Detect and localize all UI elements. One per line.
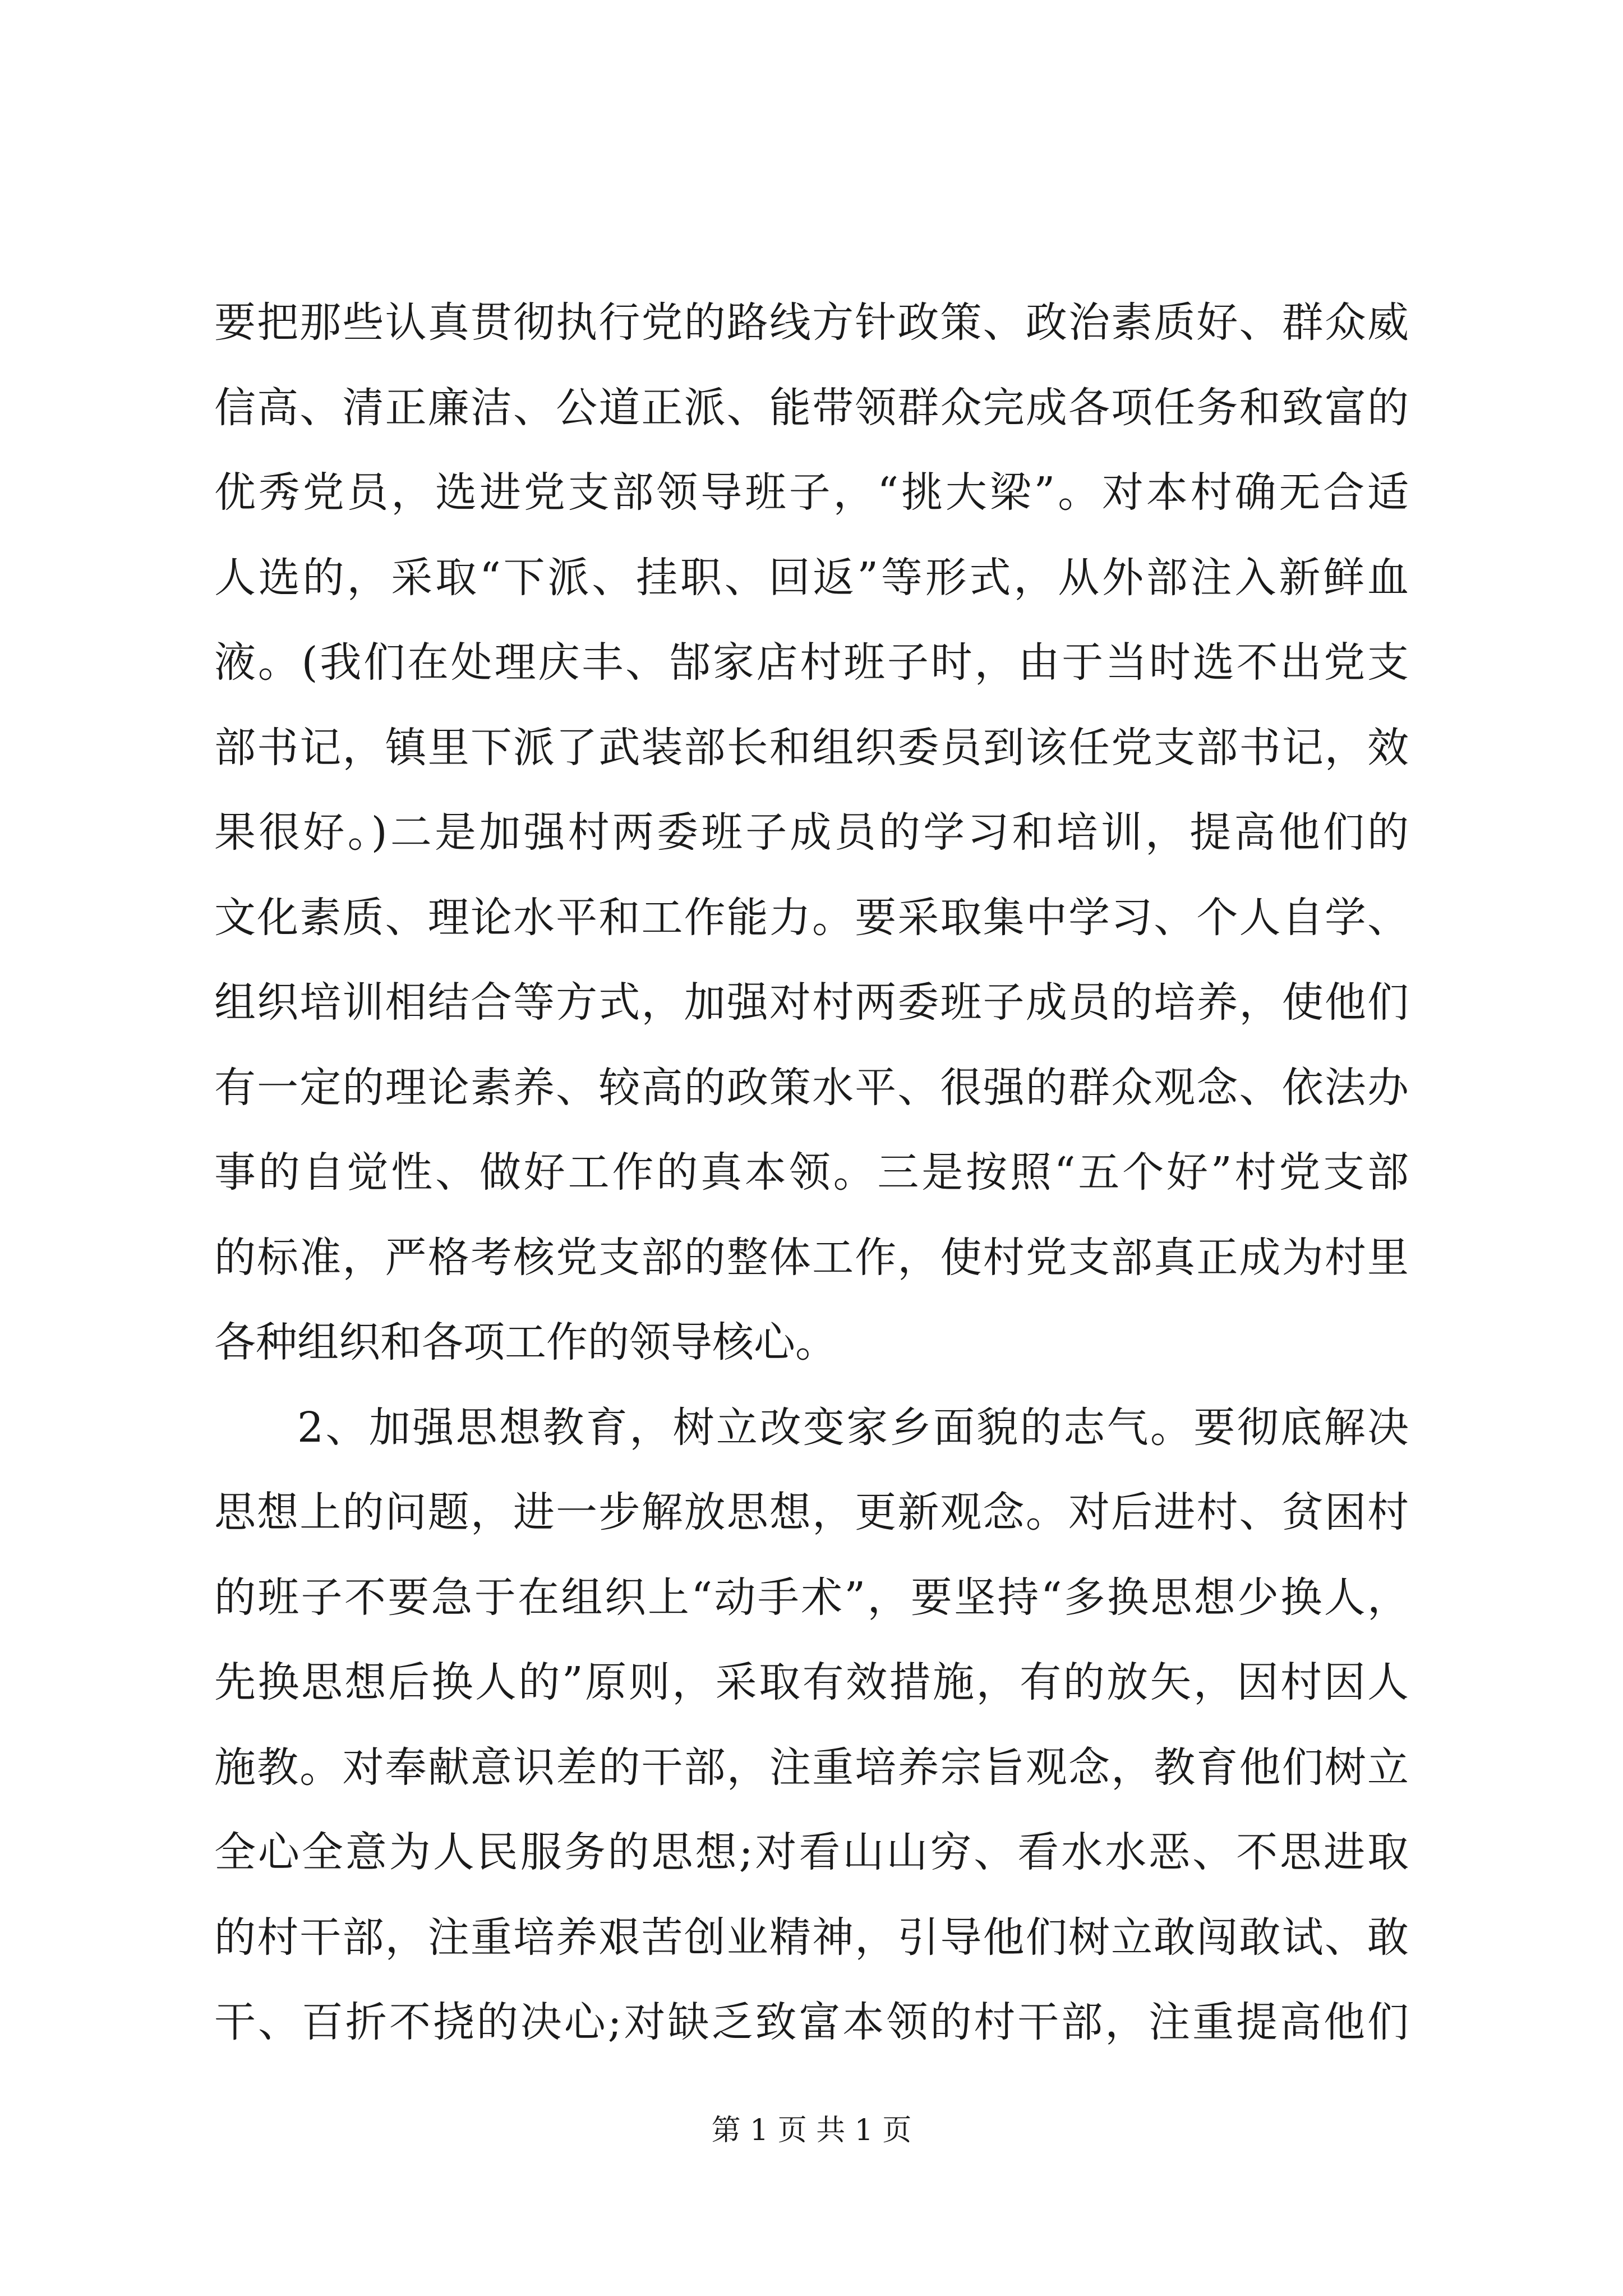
text-line: 液。(我们在处理庆丰、郜家店村班子时，由于当时选不出党支 bbox=[214, 638, 1409, 687]
body-text bbox=[214, 280, 1409, 2065]
text-line: 思想上的问题，进一步解放思想，更新观念。对后进村、贫困村 bbox=[214, 1488, 1409, 1536]
text-line: 信高、清正廉洁、公道正派、能带领群众完成各项任务和致富的 bbox=[214, 383, 1409, 432]
text-line: 文化素质、理论水平和工作能力。要采取集中学习、个人自学、 bbox=[214, 893, 1409, 942]
text-line: 先换思想后换人的”原则，采取有效措施，有的放矢，因村因人 bbox=[214, 1658, 1409, 1706]
text-line: 有一定的理论素养、较高的政策水平、很强的群众观念、依法办 bbox=[214, 1063, 1409, 1112]
text-line: 施教。对奉献意识差的干部，注重培养宗旨观念，教育他们树立 bbox=[214, 1743, 1409, 1792]
text-line: 部书记，镇里下派了武装部长和组织委员到该任党支部书记，效 bbox=[214, 723, 1409, 772]
text-line: 的标准，严格考核党支部的整体工作，使村党支部真正成为村里 bbox=[214, 1233, 1409, 1282]
text-line: 的村干部，注重培养艰苦创业精神，引导他们树立敢闯敢试、敢 bbox=[214, 1913, 1409, 1962]
text-line: 全心全意为人民服务的思想;对看山山穷、看水水恶、不思进取 bbox=[214, 1828, 1409, 1876]
text-line: 人选的，采取“下派、挂职、回返”等形式，从外部注入新鲜血 bbox=[214, 553, 1409, 602]
text-line: 干、百折不挠的决心;对缺乏致富本领的村干部，注重提高他们 bbox=[214, 1998, 1409, 2046]
text-line: 组织培训相结合等方式，加强对村两委班子成员的培养，使他们 bbox=[214, 978, 1409, 1027]
page-number-footer: 第 1 页 共 1 页 bbox=[711, 2114, 912, 2147]
text-line: 要把那些认真贯彻执行党的路线方针政策、政治素质好、群众威 bbox=[214, 298, 1409, 347]
paragraph-first-line: 2、加强思想教育，树立改变家乡面貌的志气。要彻底解决 bbox=[297, 1403, 1409, 1452]
paragraph-last-line: 各种组织和各项工作的领导核心。 bbox=[214, 1318, 837, 1366]
text-line: 优秀党员，选进党支部领导班子，“挑大梁”。对本村确无合适 bbox=[214, 468, 1409, 517]
text-line: 的班子不要急于在组织上“动手术”，要坚持“多换思想少换人， bbox=[214, 1573, 1409, 1622]
text-line: 事的自觉性、做好工作的真本领。三是按照“五个好”村党支部 bbox=[214, 1148, 1409, 1197]
text-line: 果很好。)二是加强村两委班子成员的学习和培训，提高他们的 bbox=[214, 808, 1409, 857]
